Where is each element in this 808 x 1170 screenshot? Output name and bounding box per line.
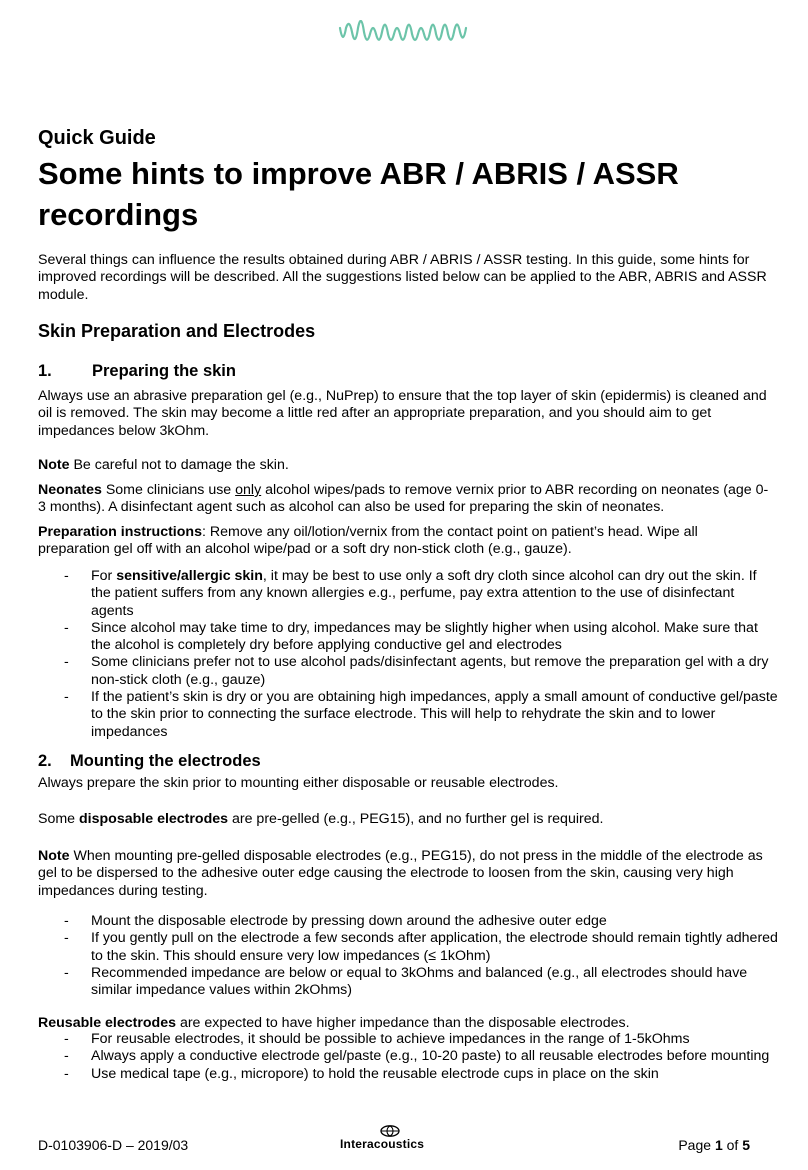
neonates-text-b: alcohol wipes/pads to remove vernix prior to ABR recording on neonates (age 0-3 months). A disinfectant agent such as alcohol can also be used for preparing the skin of neonates. [38, 482, 769, 516]
interacoustics-logo [340, 1125, 450, 1153]
note-text: When mounting pre-gelled disposable electrodes (e.g., PEG15), do not press in the middle of the electrode as gel to be dispersed to the adhesive outer edge causing the electrode to loosen from the skin, causing very high impedances during testing. [38, 848, 763, 899]
note-text: Be careful not to damage the skin. [69, 457, 289, 473]
intro-paragraph: Several things can influence the results obtained during ABR / ABRIS / ASSR testing. In this guide, some hints for improved recordings will be described. All the suggestions listed below can be applied to the ABR, ABRIS and ASSR module. [38, 252, 767, 303]
bullet-text: For [91, 568, 117, 584]
reusable-bullet-list [38, 1031, 778, 1083]
reusable-paragraph [38, 1015, 770, 1032]
disposable-bullet-list [38, 913, 778, 999]
section-2-number: 2. [38, 752, 52, 770]
list-item: - Use medical tape (e.g., micropore) to hold the reusable electrode cups in place on the skin [38, 1066, 778, 1083]
sensitive-skin-emphasis: sensitive/allergic skin [116, 568, 263, 584]
preparation-text: : Remove any oil/lotion/vernix from the contact point on patient’s head. Wipe all preparation gel off with an alcohol wipe/pad or a soft dry non-stick cloth (e.g., gauze). [38, 524, 698, 558]
list-item: - Recommended impedance are below or equal to 3kOhms and balanced (e.g., all electrodes should have similar impedance values within 2kOhms) [38, 965, 778, 1000]
globe-logo-icon [380, 1125, 400, 1137]
brand-name: Interacoustics [340, 1137, 425, 1151]
reusable-text: are expected to have higher impedance than the disposable electrodes. [176, 1015, 630, 1031]
list-item: - Some clinicians prefer not to use alcohol pads/disinfectant agents, but remove the preparation gel with a dry non-stick cloth (e.g., gauze) [38, 654, 778, 689]
preparation-bullet-list [38, 568, 778, 741]
section-2-heading [38, 752, 261, 771]
page-of: of [722, 1137, 743, 1153]
neonates-label: Neonates [38, 482, 102, 498]
neonates-text-a: Some clinicians use [101, 482, 236, 498]
page-current: 1 [714, 1137, 723, 1153]
page-number [678, 1137, 750, 1153]
document-id: D-0103906-D – 2019/03 [38, 1137, 189, 1153]
section-1-heading [38, 362, 236, 381]
page-prefix: Page [678, 1137, 715, 1153]
disposable-paragraph [38, 811, 770, 828]
list-item [38, 568, 778, 620]
page-total: 5 [742, 1137, 750, 1153]
neonates-only-emphasis: only [235, 482, 262, 498]
disposable-emphasis: disposable electrodes [79, 811, 229, 827]
neonates-paragraph [38, 482, 770, 517]
mounting-note [38, 848, 770, 900]
disposable-text-b: are pre-gelled (e.g., PEG15), and no further gel is required. [228, 811, 604, 827]
section-2-title: Mounting the electrodes [70, 752, 261, 770]
list-item: - If the patient’s skin is dry or you are obtaining high impedances, apply a small amount of conductive gel/paste to the skin prior to connecting the surface electrode. This will help to rehydrate the skin and to lower impedances [38, 689, 778, 741]
section-1-number: 1. [38, 362, 52, 380]
preparation-label: Preparation instructions [38, 524, 202, 540]
waveform-logo-icon [338, 20, 470, 44]
list-item: - For reusable electrodes, it should be possible to achieve impedances in the range of 1-5kOhms [38, 1031, 778, 1048]
skin-note [38, 457, 770, 474]
disposable-text-a: Some [38, 811, 80, 827]
list-item: - Since alcohol may take time to dry, impedances may be slightly higher when using alcohol. Make sure that the alcohol is completely dry before applying conductive gel and electrodes [38, 620, 778, 655]
quick-guide-label: Quick Guide [38, 127, 156, 149]
preparing-skin-paragraph: Always use an abrasive preparation gel (e.g., NuPrep) to ensure that the top layer of skin (epidermis) is cleaned and oil is removed. The skin may become a little red after an appropriate preparation, and you should aim to get impedances below 3kOhm. [38, 388, 767, 439]
list-item: - Mount the disposable electrode by pressing down around the adhesive outer edge [38, 913, 778, 930]
mounting-intro: Always prepare the skin prior to mounting either disposable or reusable electrodes. [38, 775, 559, 791]
note-label: Note [38, 848, 70, 864]
list-item: - Always apply a conductive electrode gel/paste (e.g., 10-20 paste) to all reusable electrodes before mounting [38, 1048, 778, 1065]
page-title: Some hints to improve ABR / ABRIS / ASSR recordings [38, 156, 679, 232]
preparation-instructions [38, 524, 770, 559]
bullet-text: , it may be best to use only a soft dry cloth since alcohol can dry out the skin. If the patient suffers from any known allergies e.g., perfume, pay extra attention to the use of disinfectant agents [91, 568, 757, 619]
section-heading: Skin Preparation and Electrodes [38, 321, 316, 341]
list-item: - If you gently pull on the electrode a few seconds after application, the electrode should remain tightly adhered to the skin. This should ensure very low impedances (≤ 1kOhm) [38, 930, 778, 965]
note-label: Note [38, 457, 70, 473]
reusable-emphasis: Reusable electrodes [38, 1015, 176, 1031]
section-1-title: Preparing the skin [92, 362, 236, 380]
